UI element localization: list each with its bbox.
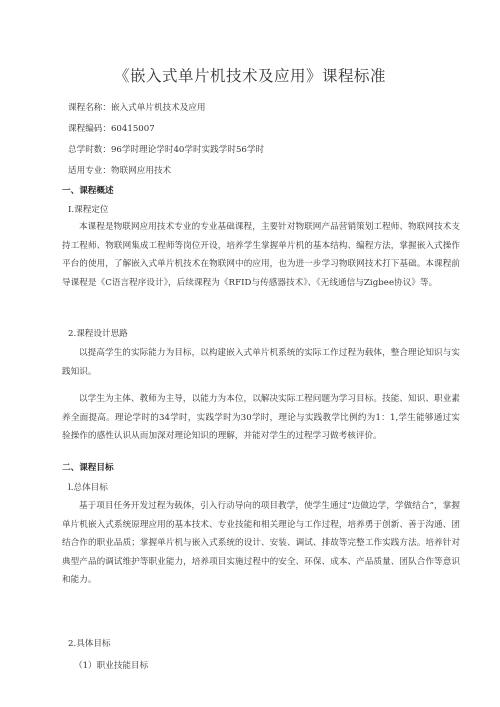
paragraph-design-ideas-2: 以学生为主体、教师为主导，以能力为本位，以解决实际工程问题为学习目标。技能、知识、职业素养全面提高。理论学时的34学时，实践学时为30学时，理论与实践教学比例约为1：1,学生能够通过实验操作的感性认识从而加深对理论知识的理解，并能对学生的过程学习做考核评价。 [62, 394, 460, 442]
subsection-heading-skill-goals: （1）职业技能目标 [74, 661, 149, 671]
subsection-heading-overall-goal: l.总体目标 [68, 483, 108, 493]
subsection-heading-design-ideas: 2.课程设计思路 [68, 329, 128, 339]
total-hours: 总学时数：96学时理论学时40学时实践学时56学时 [68, 145, 265, 155]
section-heading-goals: 二、课程目标 [62, 463, 114, 473]
paragraph-design-ideas-1: 以提高学生的实际能力为目标，以构建嵌入式单片机系统的实际工作过程为载体，整合理论知识与实践知识。 [62, 348, 460, 377]
document-title: 《嵌入式单片机技术及应用》课程标准 [113, 67, 386, 85]
course-code: 课程编码：60415007 [68, 124, 155, 134]
section-heading-overview: 一、课程概述 [62, 186, 114, 196]
applicable-major: 适用专业：物联网应用技术 [68, 166, 172, 176]
subsection-heading-specific-goals: 2.具体目标 [68, 639, 111, 649]
paragraph-overall-goal: 基于项目任务开发过程为载体，引入行动导向的项目教学，使学生通过“边做边学，学做结合”，掌握单片机嵌入式系统原理应用的基本技术、专业技能和相关理论与工作过程，培养勇于创新、善于沟通、团结合作的职业品质；掌握单片机与嵌入式系统的设计、安装、调试、排故等完整工作实践方法。培养针对典型产品的调试维护等职业能力，培养项目实施过程中的安全、环保、成本、产品质量、团队合作等意识和能力。 [62, 501, 460, 586]
paragraph-positioning: 本课程是物联网应用技术专业的专业基础课程，主要针对物联网产品营销策划工程师、物联网技术支持工程师、物联网集成工程师等岗位开设，培养学生掌握单片机的基本结构、编程方法，掌握嵌入式操作平台的使用，了解嵌入式单片机技术在物联网中的应用，也为进一步学习物联网技术打下基础。本课程前导课程是《C语言程序设计》，后续课程为《RFID与传感器技术》、《无线通信与Zigbee协议》等。 [62, 222, 460, 288]
subsection-heading-positioning: I.课程定位 [68, 205, 109, 215]
course-name: 课程名称：嵌入式单片机技术及应用 [68, 103, 206, 113]
